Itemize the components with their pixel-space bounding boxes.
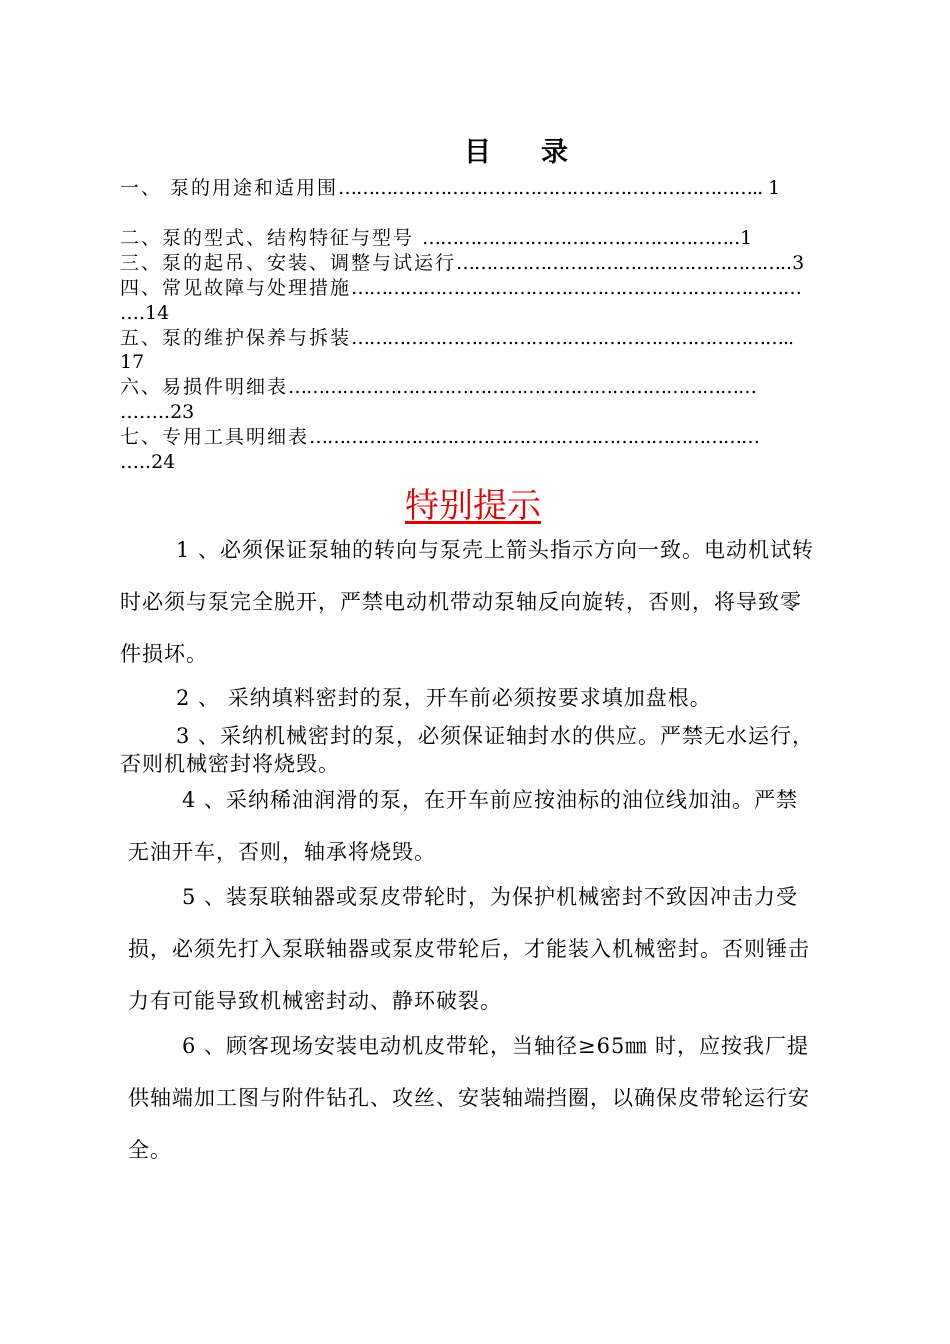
toc-entry-1[interactable] [120, 176, 780, 200]
toc-entry-6[interactable] [120, 375, 756, 399]
toc-entry-5[interactable] [120, 326, 793, 350]
notice-1 [120, 524, 872, 680]
toc-entry-4-page [120, 301, 169, 325]
toc-dots: ……………………………………………… [456, 252, 781, 274]
toc-entry-6-page [120, 400, 194, 424]
toc-dots: ……………………………………………………………….. [351, 327, 794, 349]
toc-page: ..1 [728, 227, 753, 249]
notice-6 [128, 1020, 880, 1176]
toc-label: 四、常见故障与处理措施 [120, 277, 352, 299]
notice-4 [128, 774, 880, 878]
toc-title [464, 130, 568, 169]
toc-dots: …………………………………………………………………… [288, 376, 757, 398]
toc-entry-5-page [120, 350, 144, 374]
notice-6-line1: 6 、顾客现场安装电动机皮带轮，当轴径≥65㎜ 时，应按我厂提 [182, 1034, 810, 1058]
toc-page: 17 [120, 351, 145, 373]
notice-6-line3: 全。 [128, 1138, 172, 1162]
toc-page: ..3 [780, 252, 805, 274]
toc-label: 二、泵的型式、结构特征与型号 [120, 227, 423, 249]
toc-label: 七、专用工具明细表 [120, 426, 310, 448]
notice-5-line3: 力有可能导致机械密封动、静环破裂。 [128, 989, 502, 1013]
toc-page: 1 [762, 177, 781, 199]
notice-1-line2: 时必须与泵完全脱开，严禁电动机带动泵轴反向旋转，否则，将导致零 [120, 590, 802, 614]
notice-3 [120, 722, 872, 778]
toc-title-char2: 录 [541, 137, 568, 168]
toc-dots: …………………………………………… [422, 227, 729, 249]
toc-title-char1: 目 [464, 137, 491, 168]
notice-5-line1: 5 、装泵联轴器或泵皮带轮时，为保护机械密封不致因冲击力受 [182, 885, 799, 909]
notice-5-line2: 损，必须先打入泵联轴器或泵皮带轮后，才能装入机械密封。否则锤击 [128, 937, 810, 961]
notice-2-line1: 2 、 采纳填料密封的泵，开车前必须按要求填加盘根。 [176, 686, 712, 710]
toc-entry-4[interactable] [120, 276, 801, 300]
notice-title: 特别提示 [405, 486, 541, 526]
toc-label: 三、泵的起吊、安装、调整与试运行 [120, 252, 457, 274]
notice-3-line2: 否则机械密封将烧毁。 [120, 752, 340, 776]
toc-page: ….14 [120, 302, 170, 324]
toc-dots: ………………………………………………………………… [309, 426, 760, 448]
toc-label: 五、泵的维护保养与拆装 [120, 327, 352, 349]
notice-1-line3: 件损坏。 [120, 642, 208, 666]
notice-4-line1: 4 、采纳稀油润滑的泵，在开车前应按油标的油位线加油。严禁 [182, 788, 799, 812]
toc-label: 一、 泵的用途和适用围 [120, 177, 339, 199]
toc-entry-2[interactable] [120, 226, 752, 250]
toc-entry-7[interactable] [120, 425, 759, 449]
toc-dots: ………………………………………………………………… [351, 277, 802, 299]
toc-label: 六、易损件明细表 [120, 376, 289, 398]
notice-1-line1: 1 、必须保证泵轴的转向与泵壳上箭头指示方向一致。电动机试转 [176, 538, 815, 562]
toc-page: …..24 [120, 451, 176, 473]
notice-6-line2: 供轴端加工图与附件钻孔、攻丝、安装轴端挡圈，以确保皮带轮运行安 [128, 1086, 810, 1110]
toc-entry-3[interactable] [120, 251, 804, 275]
notice-4-line2: 无油开车，否则，轴承将烧毁。 [128, 840, 436, 864]
toc-dots: …………………………………………………………….. [338, 177, 763, 199]
toc-page: ……..23 [120, 401, 195, 423]
notice-5 [128, 871, 880, 1027]
notice-3-line1: 3 、采纳机械密封的泵，必须保证轴封水的供应。严禁无水运行， [176, 724, 815, 748]
toc-entry-7-page [120, 450, 175, 474]
notice-2 [120, 672, 872, 724]
